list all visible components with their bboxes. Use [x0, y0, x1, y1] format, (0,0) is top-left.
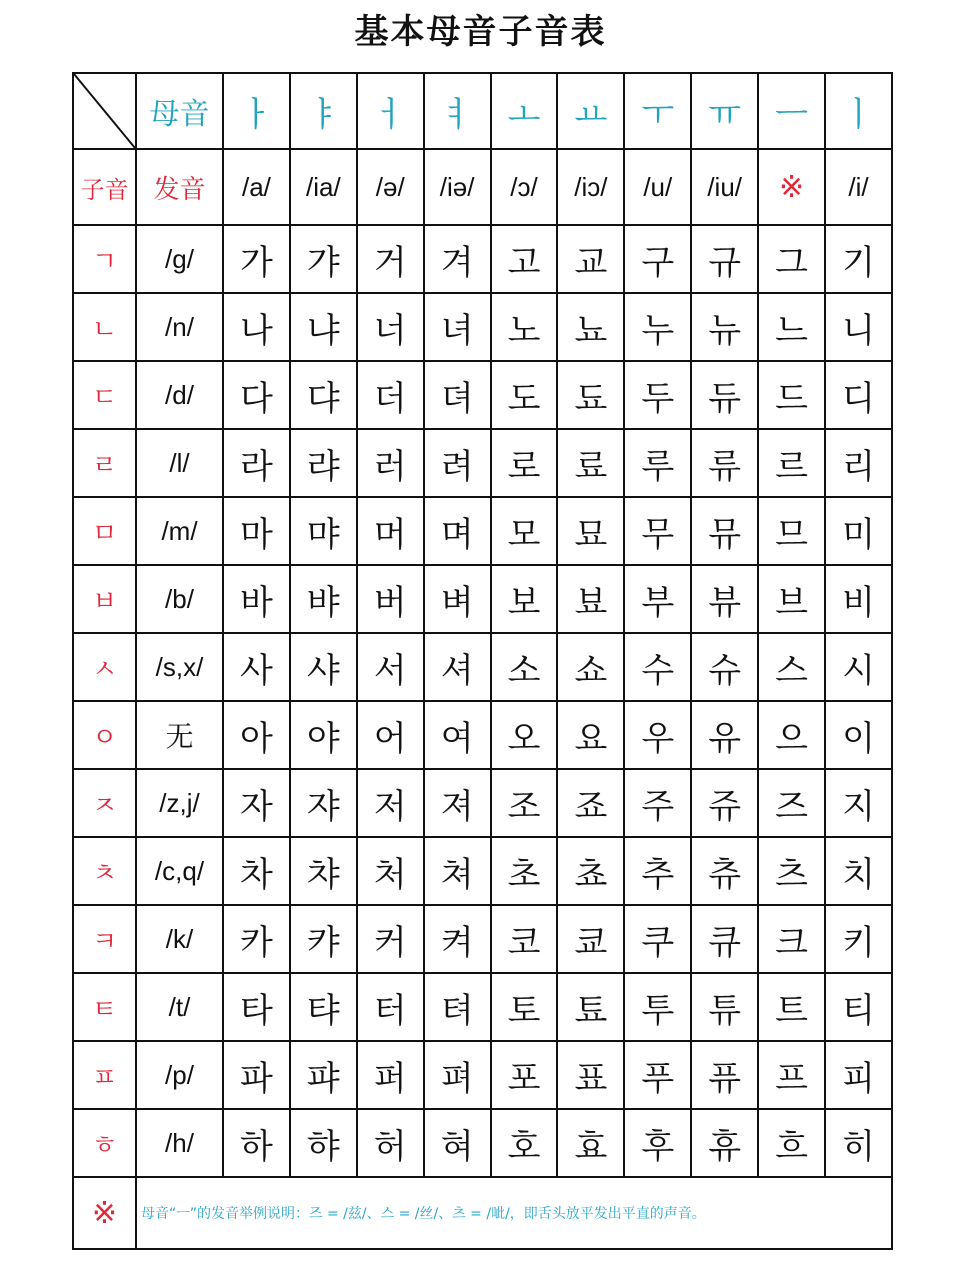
vowel-pron-cell: /u/	[624, 149, 691, 225]
syllable-cell: 투	[624, 973, 691, 1041]
vowel-cell: ㅓ	[357, 73, 424, 149]
syllable-cell: 튜	[691, 973, 758, 1041]
syllable-cell: 흐	[758, 1109, 825, 1177]
syllable-cell: 스	[758, 633, 825, 701]
syllable-cell: 허	[357, 1109, 424, 1177]
syllable-cell: 셔	[424, 633, 491, 701]
syllable-cell: 처	[357, 837, 424, 905]
vowel-pron-cell: /iə/	[424, 149, 491, 225]
consonant-pron-cell: /h/	[136, 1109, 223, 1177]
syllable-cell: 리	[825, 429, 892, 497]
syllable-cell: 피	[825, 1041, 892, 1109]
syllable-cell: 더	[357, 361, 424, 429]
syllable-cell: 미	[825, 497, 892, 565]
syllable-cell: 포	[491, 1041, 558, 1109]
syllable-cell: 프	[758, 1041, 825, 1109]
syllable-cell: 챠	[290, 837, 357, 905]
consonant-pron-cell: /c,q/	[136, 837, 223, 905]
consonant-cell: ㅅ	[73, 633, 136, 701]
syllable-cell: 호	[491, 1109, 558, 1177]
consonant-row	[73, 701, 892, 769]
syllable-cell: 누	[624, 293, 691, 361]
syllable-cell: 소	[491, 633, 558, 701]
syllable-cell: 기	[825, 225, 892, 293]
syllable-cell: 큐	[691, 905, 758, 973]
syllable-cell: 츠	[758, 837, 825, 905]
consonant-pron-cell: /z,j/	[136, 769, 223, 837]
syllable-cell: 자	[223, 769, 290, 837]
syllable-cell: 쵸	[557, 837, 624, 905]
syllable-cell: 쳐	[424, 837, 491, 905]
syllable-cell: 휴	[691, 1109, 758, 1177]
syllable-cell: 냐	[290, 293, 357, 361]
footnote-text: 母音“ㅡ”的发音举例说明：즈 = /兹/、스 = /丝/、츠 = /呲/，即舌头放平发出平直的声音。	[136, 1177, 892, 1249]
syllable-cell: 추	[624, 837, 691, 905]
syllable-cell: 혀	[424, 1109, 491, 1177]
syllable-cell: 텨	[424, 973, 491, 1041]
syllable-cell: 뇨	[557, 293, 624, 361]
syllable-cell: 라	[223, 429, 290, 497]
consonant-cell: ㄱ	[73, 225, 136, 293]
syllable-cell: 교	[557, 225, 624, 293]
syllable-cell: 비	[825, 565, 892, 633]
consonant-cell: ㄹ	[73, 429, 136, 497]
consonant-row	[73, 361, 892, 429]
syllable-cell: 갸	[290, 225, 357, 293]
syllable-cell: 탸	[290, 973, 357, 1041]
syllable-cell: 버	[357, 565, 424, 633]
syllable-cell: 뮤	[691, 497, 758, 565]
vowel-cell: ㅜ	[624, 73, 691, 149]
consonant-cell: ㄴ	[73, 293, 136, 361]
consonant-cell: ㅇ	[73, 701, 136, 769]
vowel-cell: ㅡ	[758, 73, 825, 149]
syllable-cell: 푸	[624, 1041, 691, 1109]
syllable-cell: 쿠	[624, 905, 691, 973]
vowel-consonant-table	[72, 72, 893, 1250]
vowel-cell: ㅛ	[557, 73, 624, 149]
syllable-cell: 효	[557, 1109, 624, 1177]
syllable-cell: 녀	[424, 293, 491, 361]
consonant-row	[73, 565, 892, 633]
syllable-cell: 죠	[557, 769, 624, 837]
consonant-pron-cell: /l/	[136, 429, 223, 497]
syllable-cell: 구	[624, 225, 691, 293]
syllable-cell: 다	[223, 361, 290, 429]
syllable-cell: 너	[357, 293, 424, 361]
syllable-cell: 타	[223, 973, 290, 1041]
syllable-cell: 서	[357, 633, 424, 701]
syllable-cell: 고	[491, 225, 558, 293]
vowel-pron-cell: /ia/	[290, 149, 357, 225]
syllable-cell: 오	[491, 701, 558, 769]
syllable-cell: 류	[691, 429, 758, 497]
syllable-cell: 노	[491, 293, 558, 361]
syllable-cell: 시	[825, 633, 892, 701]
consonant-cell: ㅂ	[73, 565, 136, 633]
syllable-cell: 므	[758, 497, 825, 565]
syllable-cell: 샤	[290, 633, 357, 701]
syllable-cell: 켜	[424, 905, 491, 973]
syllable-cell: 듀	[691, 361, 758, 429]
syllable-cell: 쇼	[557, 633, 624, 701]
vowel-pron-cell: /iu/	[691, 149, 758, 225]
consonant-pron-cell: /s,x/	[136, 633, 223, 701]
syllable-cell: 으	[758, 701, 825, 769]
vowel-pron-cell: /ɔ/	[491, 149, 558, 225]
vowel-label: 母音	[136, 73, 223, 149]
syllable-cell: 어	[357, 701, 424, 769]
consonant-pron-cell: /m/	[136, 497, 223, 565]
syllable-cell: 댜	[290, 361, 357, 429]
syllable-cell: 모	[491, 497, 558, 565]
syllable-cell: 보	[491, 565, 558, 633]
syllable-cell: 느	[758, 293, 825, 361]
footnote-row	[73, 1177, 892, 1249]
consonant-row	[73, 1041, 892, 1109]
corner-cell	[73, 73, 136, 149]
consonant-cell: ㄷ	[73, 361, 136, 429]
consonant-row	[73, 837, 892, 905]
syllable-cell: 먀	[290, 497, 357, 565]
syllable-cell: 디	[825, 361, 892, 429]
consonant-row	[73, 973, 892, 1041]
consonant-cell: ㅁ	[73, 497, 136, 565]
syllable-cell: 우	[624, 701, 691, 769]
syllable-cell: 키	[825, 905, 892, 973]
page-title: 基本母音子音表	[354, 12, 607, 52]
syllable-cell: 후	[624, 1109, 691, 1177]
syllable-cell: 뷰	[691, 565, 758, 633]
syllable-cell: 터	[357, 973, 424, 1041]
syllable-cell: 거	[357, 225, 424, 293]
consonant-row	[73, 293, 892, 361]
vowel-pron-cell: /i/	[825, 149, 892, 225]
syllable-cell: 루	[624, 429, 691, 497]
syllable-cell: 하	[223, 1109, 290, 1177]
syllable-cell: 표	[557, 1041, 624, 1109]
syllable-cell: 뱌	[290, 565, 357, 633]
syllable-cell: 저	[357, 769, 424, 837]
syllable-cell: 쥬	[691, 769, 758, 837]
vowel-cell: ㅠ	[691, 73, 758, 149]
vowel-cell: ㅗ	[491, 73, 558, 149]
consonant-pron-cell: /d/	[136, 361, 223, 429]
syllable-cell: 벼	[424, 565, 491, 633]
syllable-cell: 파	[223, 1041, 290, 1109]
syllable-cell: 커	[357, 905, 424, 973]
syllable-cell: 햐	[290, 1109, 357, 1177]
diagonal-line	[74, 74, 135, 148]
syllable-cell: 치	[825, 837, 892, 905]
syllable-cell: 부	[624, 565, 691, 633]
syllable-cell: 히	[825, 1109, 892, 1177]
syllable-cell: 르	[758, 429, 825, 497]
vowel-cell: ㅕ	[424, 73, 491, 149]
consonant-cell: ㅋ	[73, 905, 136, 973]
syllable-cell: 여	[424, 701, 491, 769]
syllable-cell: 크	[758, 905, 825, 973]
syllable-cell: 트	[758, 973, 825, 1041]
consonant-pron-cell: /t/	[136, 973, 223, 1041]
consonant-row	[73, 769, 892, 837]
syllable-cell: 무	[624, 497, 691, 565]
syllable-cell: 츄	[691, 837, 758, 905]
syllable-cell: 퍼	[357, 1041, 424, 1109]
vowel-row	[73, 73, 892, 149]
syllable-cell: 드	[758, 361, 825, 429]
syllable-cell: 러	[357, 429, 424, 497]
consonant-label: 子音	[73, 149, 136, 225]
vowel-pron-cell: /a/	[223, 149, 290, 225]
syllable-cell: 코	[491, 905, 558, 973]
syllable-cell: 툐	[557, 973, 624, 1041]
syllable-cell: 며	[424, 497, 491, 565]
syllable-cell: 즈	[758, 769, 825, 837]
syllable-cell: 토	[491, 973, 558, 1041]
syllable-cell: 사	[223, 633, 290, 701]
syllable-cell: 유	[691, 701, 758, 769]
syllable-cell: 나	[223, 293, 290, 361]
syllable-cell: 뎌	[424, 361, 491, 429]
consonant-cell: ㅌ	[73, 973, 136, 1041]
syllable-cell: 퍄	[290, 1041, 357, 1109]
vowel-cell: ㅣ	[825, 73, 892, 149]
pron-label: 发音	[136, 149, 223, 225]
consonant-row	[73, 429, 892, 497]
syllable-cell: 도	[491, 361, 558, 429]
syllable-cell: 바	[223, 565, 290, 633]
consonant-pron-cell: /k/	[136, 905, 223, 973]
syllable-cell: 묘	[557, 497, 624, 565]
syllable-cell: 요	[557, 701, 624, 769]
syllable-cell: 규	[691, 225, 758, 293]
syllable-cell: 수	[624, 633, 691, 701]
syllable-cell: 이	[825, 701, 892, 769]
syllable-cell: 지	[825, 769, 892, 837]
consonant-row	[73, 905, 892, 973]
syllable-cell: 퓨	[691, 1041, 758, 1109]
syllable-cell: 카	[223, 905, 290, 973]
syllable-cell: 쿄	[557, 905, 624, 973]
syllable-cell: 초	[491, 837, 558, 905]
vowel-pron-row	[73, 149, 892, 225]
syllable-cell: 가	[223, 225, 290, 293]
syllable-cell: 주	[624, 769, 691, 837]
syllable-cell: 아	[223, 701, 290, 769]
footnote-mark: ※	[73, 1177, 136, 1249]
consonant-pron-cell: /p/	[136, 1041, 223, 1109]
consonant-pron-cell: /g/	[136, 225, 223, 293]
syllable-cell: 티	[825, 973, 892, 1041]
consonant-pron-cell: /n/	[136, 293, 223, 361]
consonant-cell: ㅎ	[73, 1109, 136, 1177]
consonant-cell: ㅊ	[73, 837, 136, 905]
consonant-pron-cell: /b/	[136, 565, 223, 633]
syllable-cell: 져	[424, 769, 491, 837]
consonant-row	[73, 1109, 892, 1177]
vowel-pron-cell: ※	[758, 149, 825, 225]
consonant-row	[73, 225, 892, 293]
syllable-cell: 쟈	[290, 769, 357, 837]
syllable-cell: 야	[290, 701, 357, 769]
consonant-pron-cell: 无	[136, 701, 223, 769]
syllable-cell: 뵤	[557, 565, 624, 633]
consonant-cell: ㅈ	[73, 769, 136, 837]
syllable-cell: 캬	[290, 905, 357, 973]
syllable-cell: 펴	[424, 1041, 491, 1109]
syllable-cell: 려	[424, 429, 491, 497]
consonant-row	[73, 497, 892, 565]
vowel-pron-cell: /iɔ/	[557, 149, 624, 225]
syllable-cell: 마	[223, 497, 290, 565]
syllable-cell: 니	[825, 293, 892, 361]
syllable-cell: 슈	[691, 633, 758, 701]
syllable-cell: 랴	[290, 429, 357, 497]
syllable-cell: 차	[223, 837, 290, 905]
syllable-cell: 겨	[424, 225, 491, 293]
vowel-cell: ㅏ	[223, 73, 290, 149]
syllable-cell: 조	[491, 769, 558, 837]
syllable-cell: 머	[357, 497, 424, 565]
vowel-cell: ㅑ	[290, 73, 357, 149]
consonant-cell: ㅍ	[73, 1041, 136, 1109]
vowel-pron-cell: /ə/	[357, 149, 424, 225]
syllable-cell: 료	[557, 429, 624, 497]
consonant-row	[73, 633, 892, 701]
syllable-cell: 됴	[557, 361, 624, 429]
syllable-cell: 그	[758, 225, 825, 293]
syllable-cell: 브	[758, 565, 825, 633]
syllable-cell: 뉴	[691, 293, 758, 361]
syllable-cell: 로	[491, 429, 558, 497]
syllable-cell: 두	[624, 361, 691, 429]
